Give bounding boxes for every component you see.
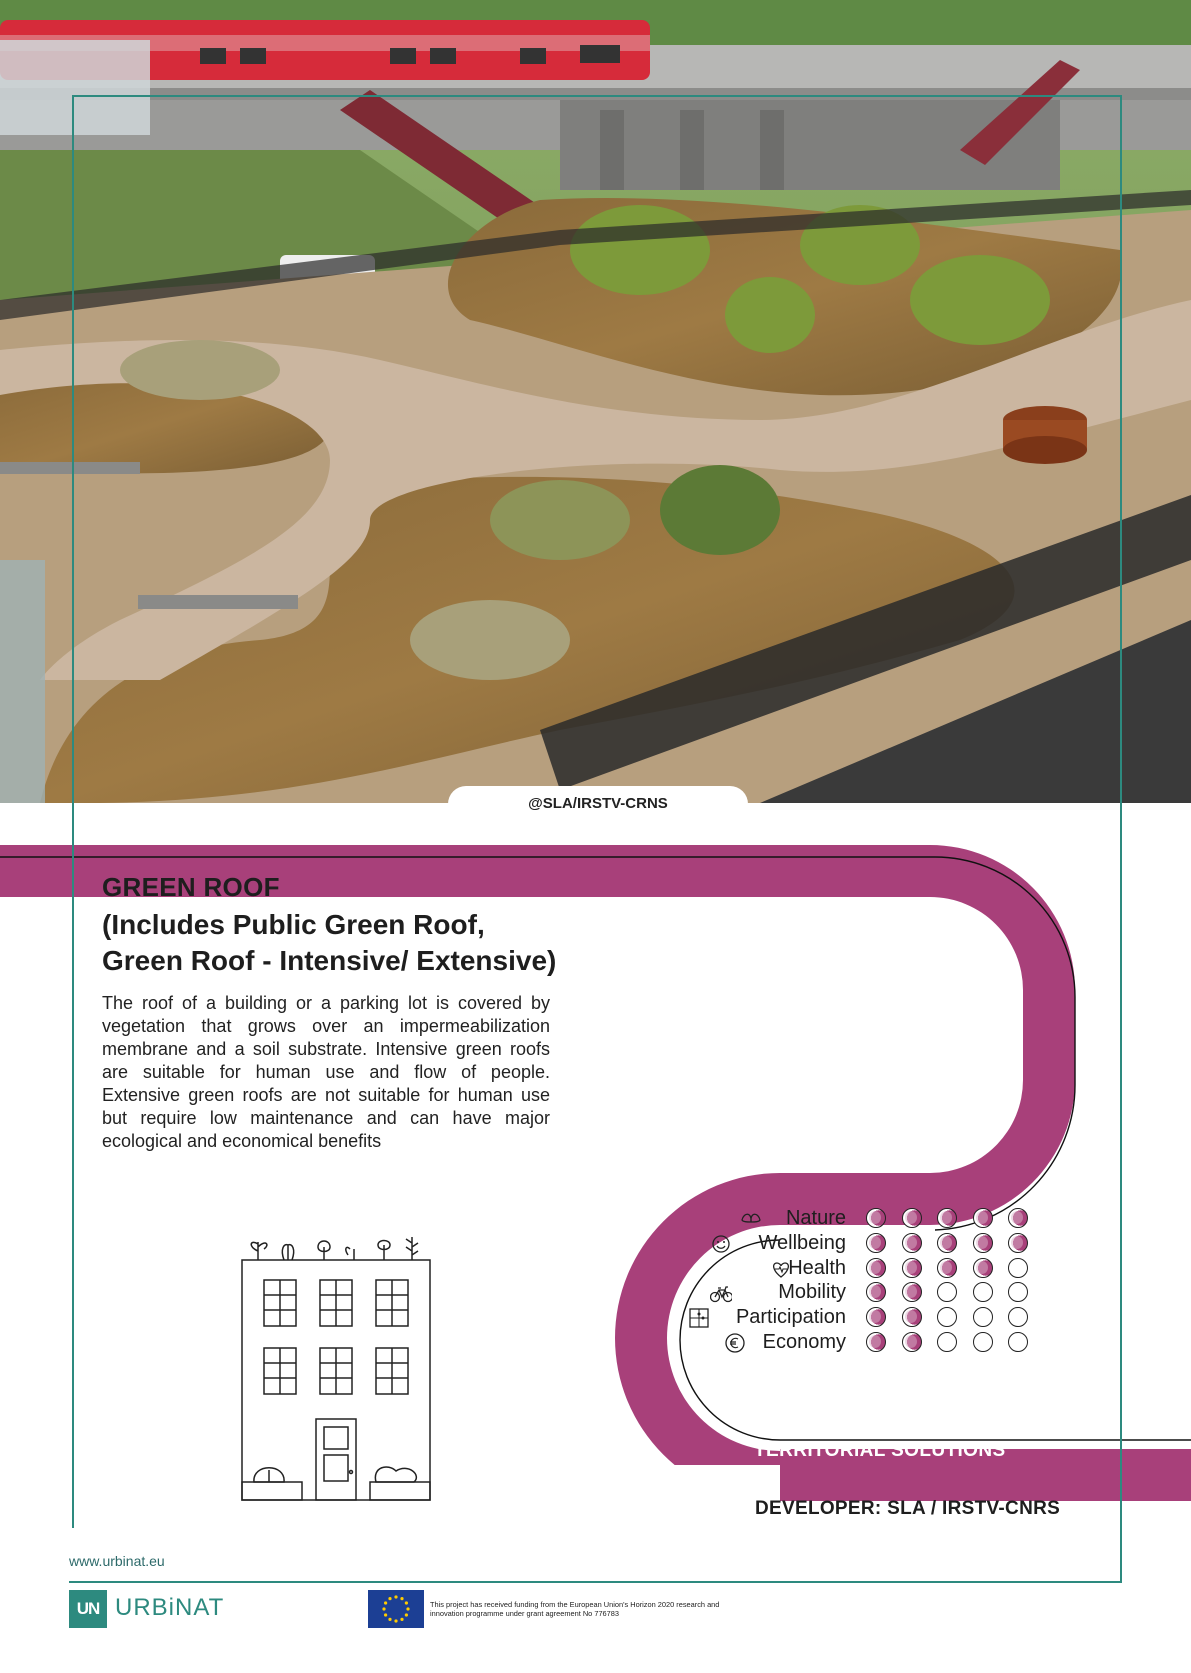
eu-star xyxy=(384,1601,387,1604)
subtitle-line-2: Green Roof - Intensive/ Extensive) xyxy=(102,945,557,976)
score-dot-empty xyxy=(1008,1332,1028,1352)
score-dot-empty xyxy=(1008,1307,1028,1327)
score-dot-empty xyxy=(973,1307,993,1327)
eu-star xyxy=(388,1597,391,1600)
score-dot-filled xyxy=(866,1307,886,1327)
eu-star xyxy=(394,1619,397,1622)
score-dot-filled xyxy=(902,1332,922,1352)
puzzle-icon xyxy=(688,1307,710,1329)
eu-star xyxy=(400,1597,403,1600)
score-dot-filled xyxy=(866,1332,886,1352)
score-dot-filled xyxy=(937,1258,957,1278)
bicycle-icon xyxy=(710,1282,732,1304)
score-dot-filled xyxy=(1008,1233,1028,1253)
funding-notice: This project has received funding from the European Union's Horizon 2020 research and innovation programme under grant agreement No 776783 xyxy=(430,1600,720,1618)
page-title: GREEN ROOF xyxy=(102,872,280,902)
eu-star xyxy=(384,1613,387,1616)
logo-text: URBiNAT xyxy=(115,1594,225,1621)
score-label: Participation xyxy=(735,1306,846,1329)
score-label: Nature xyxy=(785,1207,846,1229)
frame-right xyxy=(1120,95,1122,1583)
score-row-health xyxy=(688,1256,1068,1281)
eu-flag-icon xyxy=(368,1590,424,1628)
eu-star xyxy=(405,1601,408,1604)
score-dot-empty xyxy=(937,1332,957,1352)
subtitle-line-1: (Includes Public Green Roof, xyxy=(102,909,485,940)
website-link[interactable]: www.urbinat.eu xyxy=(69,1553,165,1569)
score-dot-filled xyxy=(973,1208,993,1228)
score-label: Health xyxy=(788,1256,846,1279)
score-dot-filled xyxy=(937,1233,957,1253)
score-dot-filled xyxy=(1008,1208,1028,1228)
score-row-economy xyxy=(688,1330,1068,1355)
green-roof-building-icon xyxy=(236,1227,436,1507)
photo-credit: @SLA/IRSTV-CRNS xyxy=(448,786,748,822)
score-row-mobility xyxy=(688,1280,1068,1305)
score-dot-empty xyxy=(973,1282,993,1302)
score-label: Wellbeing xyxy=(758,1231,846,1254)
green-roof-photo xyxy=(0,0,1191,803)
urbinat-logo xyxy=(69,1590,269,1628)
score-dot-filled xyxy=(866,1282,886,1302)
score-dot-filled xyxy=(973,1233,993,1253)
score-dot-filled xyxy=(902,1233,922,1253)
score-dot-filled xyxy=(973,1258,993,1278)
score-dot-empty xyxy=(1008,1282,1028,1302)
eu-star xyxy=(388,1618,391,1621)
leaf-icon xyxy=(740,1208,762,1230)
score-dot-filled xyxy=(902,1208,922,1228)
frame-bottom xyxy=(69,1581,1122,1583)
score-dot-filled xyxy=(866,1208,886,1228)
eu-star xyxy=(405,1613,408,1616)
score-dot-empty xyxy=(937,1282,957,1302)
score-dot-filled xyxy=(902,1307,922,1327)
eu-star xyxy=(406,1607,409,1610)
score-dot-empty xyxy=(973,1332,993,1352)
euro-icon xyxy=(724,1332,746,1354)
score-dot-filled xyxy=(902,1258,922,1278)
score-dot-empty xyxy=(1008,1258,1028,1278)
description: The roof of a building or a parking lot is covered by vegetation that grows over an impermeabilization membrane and a soil substrate. Intensive green roofs are suitable for human use and flow of people. Extensive green roofs are not suitable for human use but require low maintenance and can have major ecological and economical benefits xyxy=(102,993,550,1151)
score-dot-empty xyxy=(937,1307,957,1327)
eu-star xyxy=(394,1595,397,1598)
developer-credit: DEVELOPER: SLA / IRSTV-CNRS xyxy=(755,1498,1061,1519)
score-label: Economy xyxy=(762,1331,846,1353)
territorial-solutions-label: TERRITORIAL SOLUTIONS xyxy=(754,1440,1006,1461)
page-subtitle xyxy=(102,907,556,979)
score-dot-filled xyxy=(937,1208,957,1228)
smiley-icon xyxy=(710,1233,732,1255)
frame-top xyxy=(72,95,1122,97)
score-impact-label: SCORE IMPACT xyxy=(746,1146,896,1167)
score-label: Mobility xyxy=(778,1281,846,1304)
score-row-nature xyxy=(688,1206,1068,1231)
score-dot-filled xyxy=(902,1282,922,1302)
score-dot-filled xyxy=(866,1233,886,1253)
score-row-participation xyxy=(688,1305,1068,1330)
score-dot-filled xyxy=(866,1258,886,1278)
score-row-wellbeing xyxy=(688,1231,1068,1256)
eu-star xyxy=(382,1607,385,1610)
logo-mark: UN xyxy=(69,1590,107,1628)
frame-left xyxy=(72,95,74,1528)
eu-star xyxy=(400,1618,403,1621)
